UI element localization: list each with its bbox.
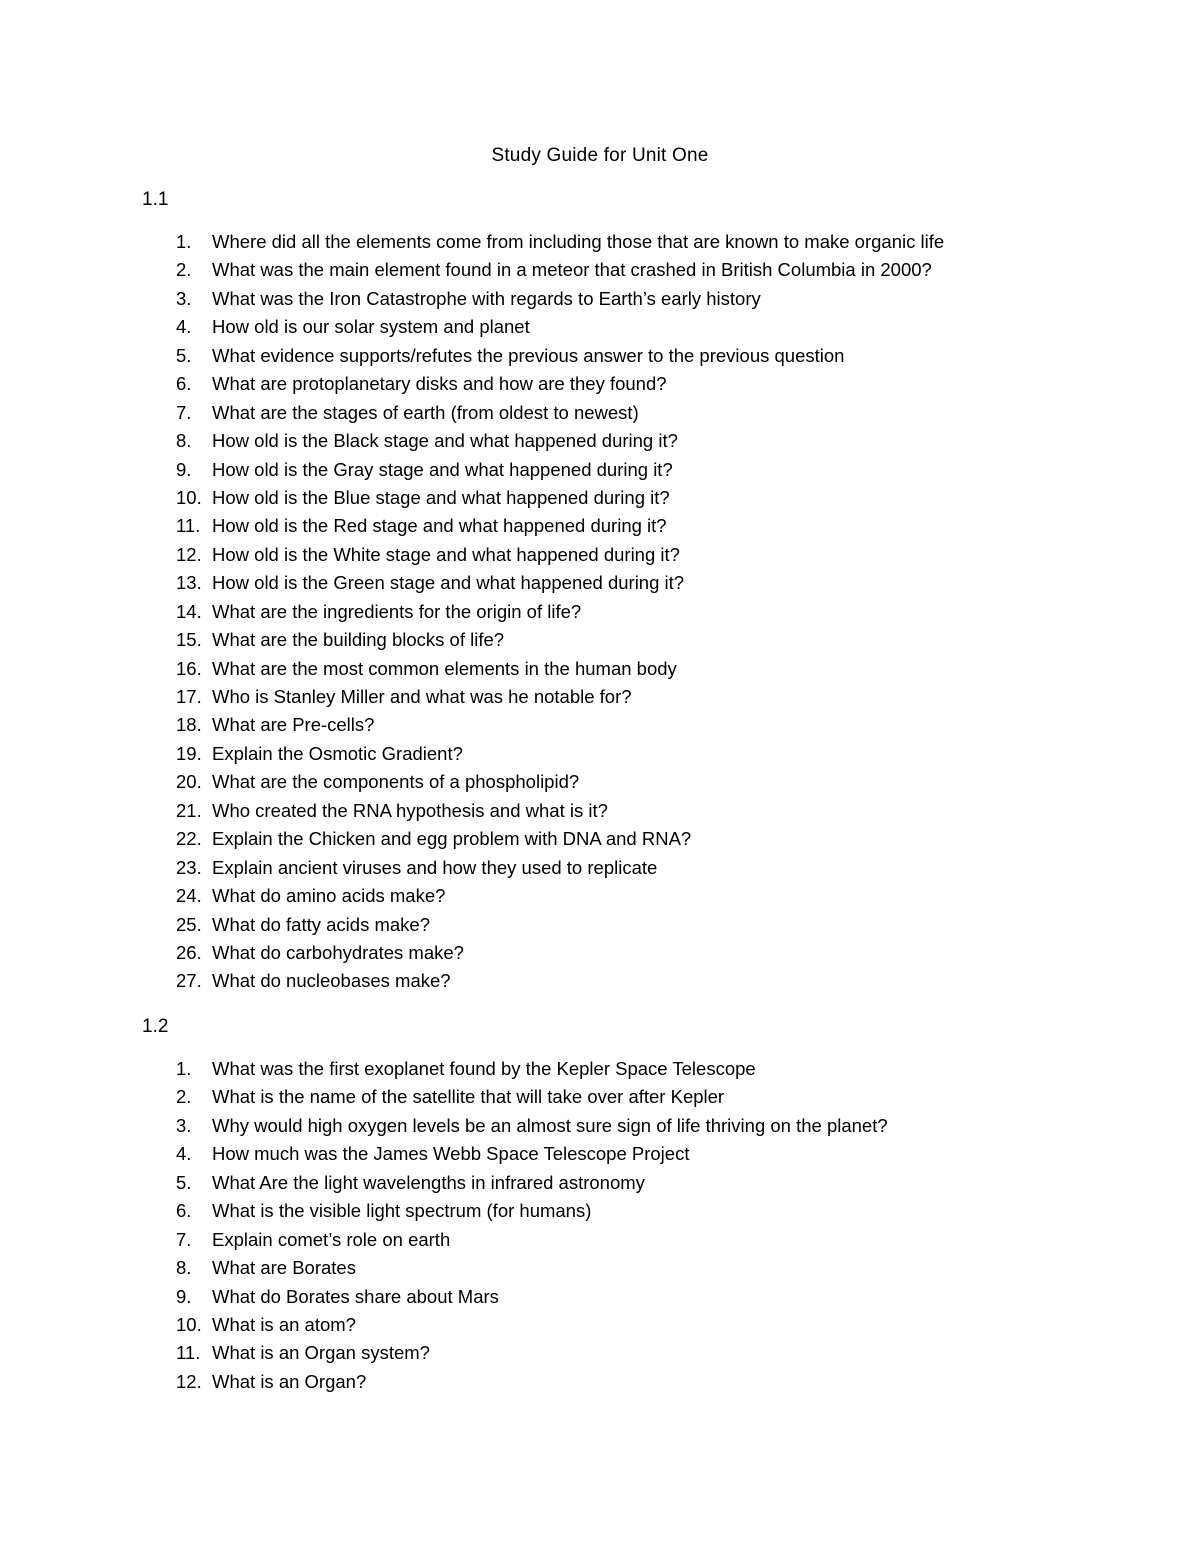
question-item	[0, 598, 1200, 626]
question-item	[0, 854, 1200, 882]
question-item	[0, 939, 1200, 967]
question-number: 21.	[176, 799, 202, 821]
question-text: What is an Organ system?	[212, 1342, 430, 1364]
question-text: How old is the Gray stage and what happened during it?	[212, 458, 673, 480]
question-number: 7.	[176, 1228, 192, 1250]
question-text: Explain the Osmotic Gradient?	[212, 742, 463, 764]
question-text: What do carbohydrates make?	[212, 941, 464, 963]
question-number: 2.	[176, 259, 192, 281]
question-number: 4.	[176, 316, 192, 338]
question-number: 4.	[176, 1143, 192, 1165]
question-text: What are the most common elements in the human body	[212, 657, 677, 679]
question-number: 23.	[176, 856, 202, 878]
question-number: 16.	[176, 657, 202, 679]
question-text: What is the name of the satellite that will take over after Kepler	[212, 1086, 725, 1108]
question-text: Who is Stanley Miller and what was he notable for?	[212, 686, 632, 707]
question-item	[0, 1368, 1200, 1396]
question-item	[0, 512, 1200, 540]
question-item	[0, 911, 1200, 939]
question-number: 12.	[176, 1370, 202, 1392]
question-item	[0, 228, 1200, 256]
question-number: 8.	[176, 430, 192, 452]
question-item	[0, 655, 1200, 683]
question-text: What was the first exoplanet found by the Kepler Space Telescope	[212, 1058, 756, 1079]
question-number: 17.	[176, 686, 202, 707]
question-text: What Are the light wavelengths in infrared astronomy	[212, 1171, 645, 1193]
question-item	[0, 285, 1200, 313]
question-number: 26.	[176, 941, 202, 963]
question-text: How much was the James Webb Space Telescope Project	[212, 1143, 690, 1165]
question-item	[0, 683, 1200, 711]
question-item	[0, 342, 1200, 370]
question-number: 9.	[176, 458, 192, 480]
question-item	[0, 569, 1200, 597]
question-number: 2.	[176, 1086, 192, 1108]
question-item	[0, 1226, 1200, 1254]
question-text: What are the components of a phospholipid?	[212, 771, 580, 793]
question-text: Explain ancient viruses and how they used to replicate	[212, 856, 658, 878]
question-text: What do nucleobases make?	[212, 970, 451, 992]
question-number: 25.	[176, 913, 202, 935]
question-item	[0, 399, 1200, 427]
question-item	[0, 626, 1200, 654]
question-list	[0, 1055, 1200, 1396]
question-item	[0, 1311, 1200, 1339]
question-text: How old is the Blue stage and what happened during it?	[212, 486, 670, 508]
question-text: What do Borates share about Mars	[212, 1285, 499, 1307]
question-number: 15.	[176, 629, 202, 651]
question-number: 22.	[176, 828, 202, 850]
question-number: 11.	[176, 515, 201, 537]
question-number: 5.	[176, 1171, 192, 1193]
question-item	[0, 427, 1200, 455]
question-number: 14.	[176, 600, 202, 622]
question-number: 19.	[176, 742, 202, 764]
question-item	[0, 740, 1200, 768]
question-text: What evidence supports/refutes the previous answer to the previous question	[212, 344, 845, 366]
question-text: What do amino acids make?	[212, 885, 446, 907]
question-text: Why would high oxygen levels be an almost sure sign of life thriving on the planet?	[212, 1114, 888, 1136]
question-text: Explain comet’s role on earth	[212, 1228, 451, 1250]
question-text: What was the Iron Catastrophe with regards to Earth’s early history	[212, 287, 761, 309]
question-text: Explain the Chicken and egg problem with DNA and RNA?	[212, 828, 692, 850]
question-text: How old is the Black stage and what happened during it?	[212, 430, 678, 452]
question-number: 11.	[176, 1342, 201, 1364]
question-text: What are the ingredients for the origin of life?	[212, 600, 582, 622]
question-item	[0, 1169, 1200, 1197]
question-text: What are the stages of earth (from oldest to newest)	[212, 401, 639, 423]
question-item	[0, 313, 1200, 341]
question-item	[0, 797, 1200, 825]
question-text: What are protoplanetary disks and how are they found?	[212, 373, 667, 395]
question-text: What was the main element found in a meteor that crashed in British Columbia in 2000?	[212, 259, 932, 281]
question-number: 18.	[176, 714, 202, 736]
question-item	[0, 882, 1200, 910]
question-item	[0, 1140, 1200, 1168]
question-number: 20.	[176, 771, 202, 793]
question-text: How old is the Green stage and what happened during it?	[212, 572, 685, 594]
question-text: What do fatty acids make?	[212, 913, 430, 935]
question-number: 27.	[176, 970, 202, 992]
question-number: 5.	[176, 344, 192, 366]
section-heading: 1.2	[142, 1016, 169, 1037]
section-heading: 1.1	[142, 189, 169, 210]
question-number: 6.	[176, 373, 192, 395]
question-text: How old is the Red stage and what happened during it?	[212, 515, 667, 537]
question-number: 1.	[176, 231, 192, 252]
question-number: 12.	[176, 543, 202, 565]
question-text: What are Borates	[212, 1257, 356, 1279]
question-item	[0, 1055, 1200, 1083]
question-text: How old is the White stage and what happened during it?	[212, 543, 680, 565]
question-text: How old is our solar system and planet	[212, 316, 530, 338]
question-item	[0, 541, 1200, 569]
question-number: 8.	[176, 1257, 192, 1279]
question-list	[0, 228, 1200, 996]
question-item	[0, 1112, 1200, 1140]
question-number: 10.	[176, 1313, 202, 1335]
question-item	[0, 967, 1200, 995]
question-item	[0, 1254, 1200, 1282]
question-number: 13.	[176, 572, 202, 594]
question-item	[0, 1339, 1200, 1367]
question-item	[0, 1197, 1200, 1225]
question-number: 3.	[176, 287, 192, 309]
question-item	[0, 484, 1200, 512]
question-number: 7.	[176, 401, 192, 423]
question-item	[0, 1083, 1200, 1111]
question-item	[0, 456, 1200, 484]
question-item	[0, 370, 1200, 398]
question-text: What is an Organ?	[212, 1370, 367, 1392]
question-text: Where did all the elements come from including those that are known to make organic life	[212, 231, 945, 252]
question-number: 10.	[176, 486, 202, 508]
question-number: 24.	[176, 885, 202, 907]
question-text: What is an atom?	[212, 1313, 356, 1335]
question-text: What is the visible light spectrum (for humans)	[212, 1200, 592, 1222]
question-number: 3.	[176, 1114, 192, 1136]
question-text: Who created the RNA hypothesis and what is it?	[212, 799, 608, 821]
question-item	[0, 768, 1200, 796]
question-text: What are the building blocks of life?	[212, 629, 505, 651]
question-item	[0, 825, 1200, 853]
question-item	[0, 711, 1200, 739]
question-item	[0, 256, 1200, 284]
question-item	[0, 1283, 1200, 1311]
page-title: Study Guide for Unit One	[491, 145, 709, 166]
question-number: 9.	[176, 1285, 192, 1307]
question-number: 1.	[176, 1058, 192, 1079]
question-number: 6.	[176, 1200, 192, 1222]
question-text: What are Pre-cells?	[212, 714, 375, 736]
